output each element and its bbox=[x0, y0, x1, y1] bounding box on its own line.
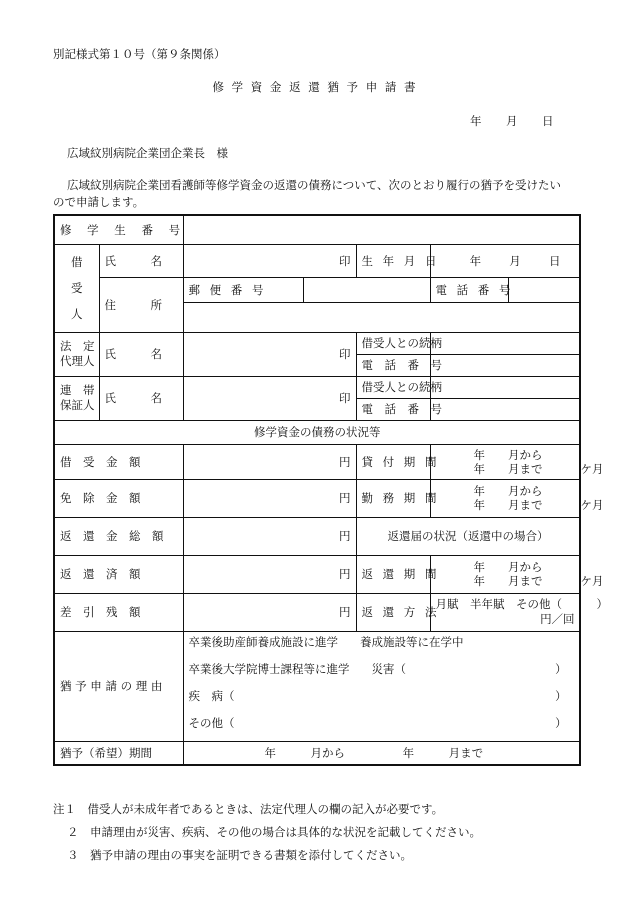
legal-rep-phone-label: 電 話 番 号 bbox=[356, 354, 430, 376]
birth-month-label: 月 bbox=[509, 253, 521, 268]
page-title: 修 学 資 金 返 還 猶 予 申 請 書 bbox=[212, 80, 418, 94]
legal-rep-label: 法 定 代理人 bbox=[54, 332, 99, 376]
exempt-amount-field[interactable] bbox=[183, 479, 356, 517]
total-repay-label: 返 還 金 総 額 bbox=[54, 517, 183, 555]
yen-unit: 円 bbox=[339, 454, 351, 469]
repay-period-field[interactable]: 年 月から 年 月まで ケ月 bbox=[430, 555, 580, 593]
application-form-table bbox=[53, 214, 608, 766]
legal-rep-name-label: 氏 名 bbox=[99, 332, 183, 376]
repaid-amount-field[interactable] bbox=[183, 555, 356, 593]
debt-status-heading: 修学資金の債務の状況等 bbox=[54, 420, 580, 444]
yen-unit: 円 bbox=[339, 567, 351, 581]
date-month-label: 月 bbox=[506, 114, 518, 128]
guarantor-name-label: 氏 名 bbox=[99, 376, 183, 420]
defer-period-field[interactable]: 年 月から 年 月まで bbox=[183, 741, 580, 765]
reason-row-3[interactable]: 疾 病（ ） bbox=[188, 688, 567, 703]
repay-method-field[interactable] bbox=[430, 593, 608, 631]
reason-row-2[interactable]: 卒業後大学院博士課程等に進学 災害（ ） bbox=[188, 661, 567, 676]
legal-rep-relation-label: 借受人との続柄 bbox=[356, 332, 430, 354]
reason-row-1[interactable]: 卒業後助産師養成施設に進学 養成施設等に在学中 bbox=[188, 634, 464, 649]
addressee: 広域紋別病院企業団企業長 様 bbox=[67, 146, 228, 160]
borrower-name-label: 氏 名 bbox=[99, 244, 183, 277]
borrower-name-field[interactable] bbox=[183, 244, 356, 277]
seal-mark: 印 bbox=[339, 391, 351, 405]
defer-period-label: 猶予（希望）期間 bbox=[54, 741, 183, 765]
birth-date-field[interactable] bbox=[430, 244, 580, 277]
borrower-phone-label: 電 話 番 号 bbox=[430, 277, 508, 302]
reason-row-4[interactable]: その他（ ） bbox=[188, 715, 567, 730]
repaid-amount-label: 返 還 済 額 bbox=[54, 555, 183, 593]
note-2: ２ 申請理由が災害、疾病、その他の場合は具体的な状況を記載してください。 bbox=[67, 825, 481, 839]
reason-label: 猶 予 申 請 の 理 由 bbox=[54, 631, 183, 741]
birth-date-label: 生 年 月 日 bbox=[356, 244, 430, 277]
guarantor-relation-label: 借受人との続柄 bbox=[356, 376, 430, 398]
balance-label: 差 引 残 額 bbox=[54, 593, 183, 631]
intro-line-2: ので申請します。 bbox=[53, 195, 145, 209]
yen-unit: 円 bbox=[339, 491, 351, 505]
borrower-label: 借 受 人 bbox=[54, 244, 99, 332]
reason-field[interactable] bbox=[183, 631, 580, 741]
balance-field[interactable] bbox=[183, 593, 356, 631]
guarantor-label: 連 帯 保証人 bbox=[54, 376, 99, 420]
yen-unit: 円 bbox=[339, 605, 351, 619]
note-3: ３ 猶予申請の理由の事実を証明できる書類を添付してください。 bbox=[67, 848, 412, 862]
legal-rep-relation-field[interactable] bbox=[430, 332, 580, 354]
repay-status-label: 返還届の状況（返還中の場合） bbox=[356, 517, 580, 555]
exempt-amount-label: 免 除 金 額 bbox=[54, 479, 183, 517]
total-repay-field[interactable] bbox=[183, 517, 356, 555]
seal-mark: 印 bbox=[339, 253, 351, 268]
student-number-field[interactable] bbox=[183, 215, 580, 244]
loan-period-field[interactable]: 年 月から 年 月まで ケ月 bbox=[430, 444, 580, 479]
borrower-address-label: 住 所 bbox=[99, 277, 183, 332]
loan-period-label: 貸 付 期 間 bbox=[356, 444, 430, 479]
legal-rep-phone-field[interactable] bbox=[430, 354, 580, 376]
note-1: 注１ 借受人が未成年者であるときは、法定代理人の欄の記入が必要です。 bbox=[53, 802, 444, 816]
postal-code-field[interactable] bbox=[303, 277, 430, 302]
date-year-label: 年 bbox=[470, 114, 482, 128]
date-day-label: 日 bbox=[542, 114, 554, 128]
repay-method-label: 返 還 方 法 bbox=[356, 593, 430, 631]
borrower-address-field[interactable] bbox=[183, 302, 580, 332]
work-period-field[interactable]: 年 月から 年 月まで ケ月 bbox=[430, 479, 580, 517]
repay-period-label: 返 還 期 間 bbox=[356, 555, 430, 593]
birth-year-label: 年 bbox=[469, 253, 482, 268]
student-number-label: 修 学 生 番 号 bbox=[54, 215, 183, 244]
seal-mark: 印 bbox=[339, 347, 351, 361]
loan-amount-label: 借 受 金 額 bbox=[54, 444, 183, 479]
form-id: 別記様式第１０号（第９条関係） bbox=[53, 47, 226, 61]
repay-method-options: 月賦 半年賦 その他（ ） bbox=[435, 597, 608, 611]
guarantor-relation-field[interactable] bbox=[430, 376, 580, 398]
loan-amount-field[interactable] bbox=[183, 444, 356, 479]
yen-unit: 円 bbox=[339, 529, 351, 543]
work-period-label: 勤 務 期 間 bbox=[356, 479, 430, 517]
guarantor-name-field[interactable] bbox=[183, 376, 356, 420]
guarantor-phone-field[interactable] bbox=[430, 398, 580, 420]
postal-code-label: 郵 便 番 号 bbox=[183, 277, 303, 302]
guarantor-phone-label: 電 話 番 号 bbox=[356, 398, 430, 420]
yen-per-installment: 円／回 bbox=[540, 612, 575, 626]
legal-rep-name-field[interactable] bbox=[183, 332, 356, 376]
intro-line-1: 広域紋別病院企業団看護師等修学資金の返還の債務について、次のとおり履行の猶予を受けたい bbox=[67, 178, 562, 192]
borrower-phone-field[interactable] bbox=[508, 277, 580, 302]
birth-day-label: 日 bbox=[548, 253, 561, 268]
